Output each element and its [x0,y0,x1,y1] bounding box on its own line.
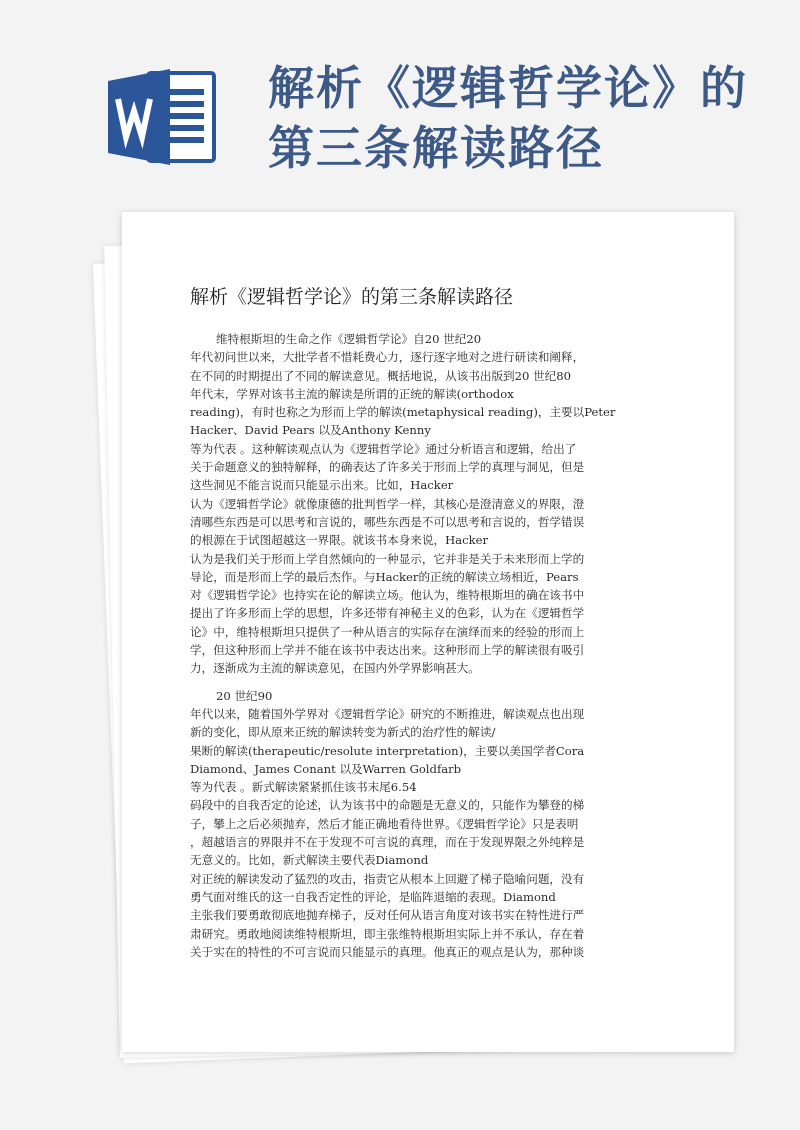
text-line: 清哪些东西是可以思考和言说的，哪些东西是不可以思考和言说的，哲学错误 [190,514,585,529]
text-line: 20 世纪90 [216,688,273,703]
text-line: 论》中，维特根斯坦只提供了一种从语言的实际存在演绎而来的经验的形而上 [190,624,585,639]
word-logo-icon [108,67,218,167]
text-line: 力，逐渐成为主流的解读意见，在国内外学界影响甚大。 [190,661,480,676]
text-line: 这些洞见不能言说而只能显示出来。比如，Hacker [190,478,454,493]
text-line: 果断的解读(therapeutic/resolute interpretation)，主要以美国学者Cora [190,743,585,758]
text-line: 无意义的。比如，新式解读主要代表Diamond [190,853,429,868]
text-line: 认为《逻辑哲学论》就像康德的批判哲学一样，其核心是澄清意义的界限，澄 [190,496,585,511]
text-line: 主张我们要勇敢彻底地抛弃梯子，反对任何从语言角度对该书实在特性进行严 [190,908,585,923]
text-line: 维特根斯坦的生命之作《逻辑哲学论》自20 世纪20 [216,332,482,346]
text-line: 码段中的自我否定的论述，认为该书中的命题是无意义的，只能作为攀登的梯 [190,798,585,813]
text-line: 年代以来，随着国外学界对《逻辑哲学论》研究的不断推进，解读观点也出现 [190,706,585,721]
document-page [122,212,734,1052]
text-line: 学，但这种形而上学并不能在该书中表达出来。这种形而上学的解读很有吸引 [190,643,585,658]
text-line: 关于实在的特性的不可言说而只能显示的真理。他真正的观点是认为，那种谈 [190,944,585,959]
text-line: 提出了许多形而上学的思想，许多还带有神秘主义的色彩，认为在《逻辑哲学 [190,606,585,621]
text-line: 肃研究。勇敢地阅读维特根斯坦，即主张维特根斯坦实际上并不承认，存在着 [190,926,585,941]
text-line: Hacker、David Pears 以及Anthony Kenny [190,423,431,438]
text-line: ，超越语言的界限并不在于发现不可言说的真理，而在于发现界限之外纯粹是 [190,835,585,850]
header-title-line-2: 第三条解读路径 [268,121,604,175]
text-line: 等为代表 。新式解读紧紧抓住该书末尾6.54 [190,780,417,795]
text-line: 子，攀上之后必须抛弃，然后才能正确地看待世界。《逻辑哲学论》只是表明 [190,816,579,831]
document-title: 解析《逻辑哲学论》的第三条解读路径 [190,286,514,308]
text-line: 导论，而是形而上学的最后杰作。与Hacker的正统的解读立场相近，Pears [190,569,579,584]
text-line: 新的变化，即从原来正统的解读转变为新式的治疗性的解读/ [190,725,496,740]
header-title-line-1: 解析《逻辑哲学论》的 [268,61,748,115]
text-line: 年代末，学界对该书主流的解读是所谓的正统的解读(orthodox [190,386,514,401]
text-line: 在不同的时期提出了不同的解读意见。概括地说，从该书出版到20 世纪80 [190,368,572,383]
text-line: 的根源在于试图超越这一界限。就该书本身来说，Hacker [190,533,489,548]
text-line: 年代初问世以来，大批学者不惜耗费心力，逐行逐字地对之进行研读和阐释， [190,350,585,365]
text-line: reading)，有时也称之为形而上学的解读(metaphysical reading)，主要以Peter [190,405,616,420]
text-line: 勇气面对维氏的这一自我否定性的评论，是临阵退缩的表现。Diamond [190,889,556,904]
header-title [268,58,768,178]
text-line: 对正统的解读发动了猛烈的攻击，指责它从根本上回避了梯子隐喻问题，没有 [190,871,585,886]
text-line: 等为代表 。这种解读观点认为《逻辑哲学论》通过分析语言和逻辑，给出了 [190,441,577,456]
document-body [190,330,730,961]
text-line: 关于命题意义的独特解释，的确表达了许多关于形而上学的真理与洞见，但是 [190,460,585,475]
text-line: 认为是我们关于形而上学自然倾向的一种显示，它并非是关于未来形而上学的 [190,551,585,566]
text-line: 对《逻辑哲学论》也持实在论的解读立场。他认为，维特根斯坦的确在该书中 [190,588,585,603]
text-line: Diamond、James Conant 以及Warren Goldfarb [190,761,462,776]
